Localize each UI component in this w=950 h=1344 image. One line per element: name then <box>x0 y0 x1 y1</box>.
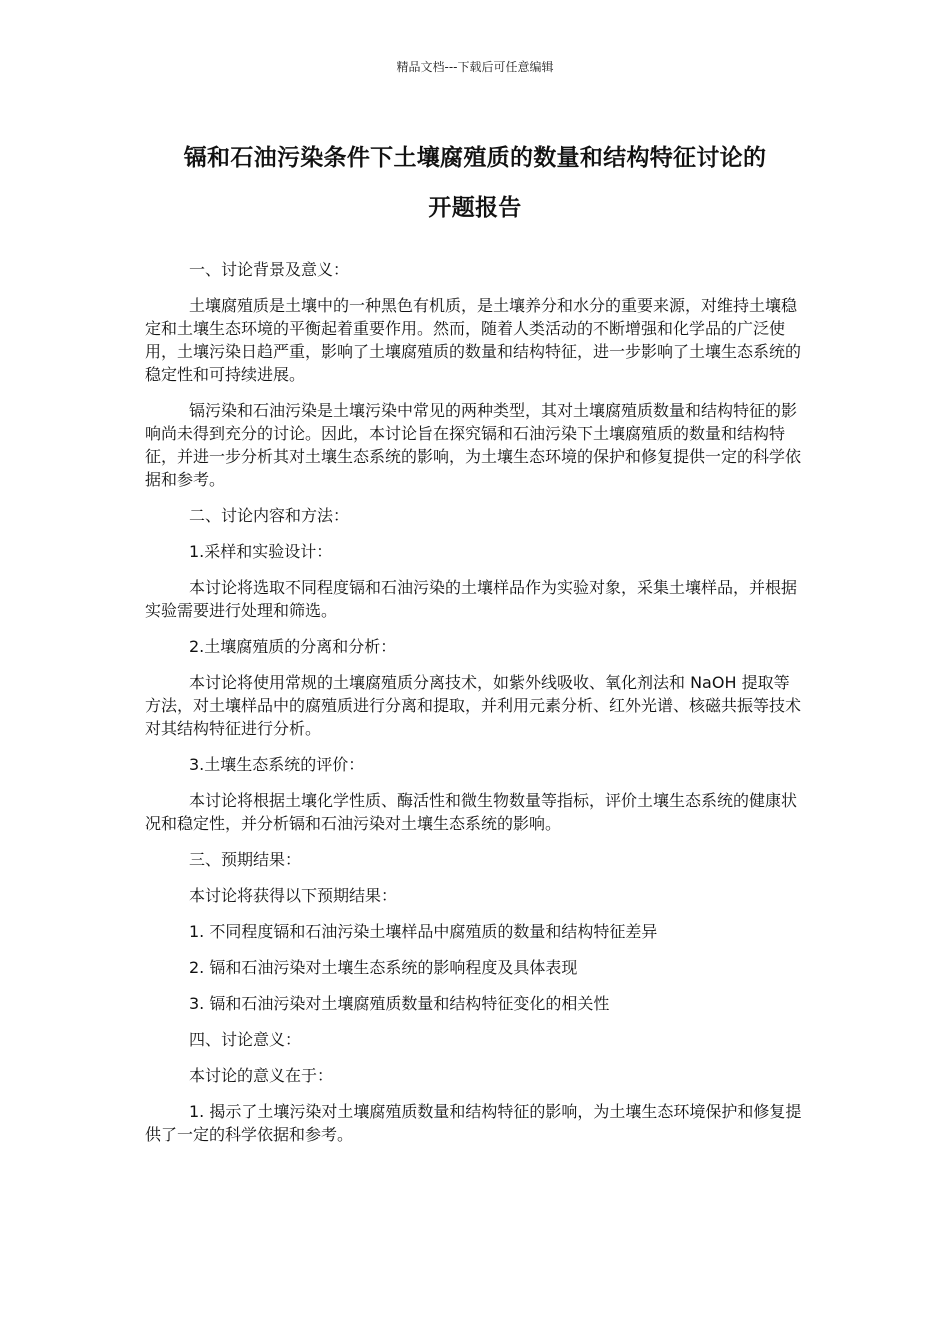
paragraph: 本讨论将选取不同程度镉和石油污染的土壤样品作为实验对象，采集土壤样品，并根据实验需要进行处理和筛选。 <box>145 578 798 620</box>
section-heading-significance: 四、讨论意义： <box>189 1030 302 1049</box>
paragraph: 镉污染和石油污染是土壤污染中常见的两种类型，其对土壤腐殖质数量和结构特征的影响尚未得到充分的讨论。因此，本讨论旨在探究镉和石油污染下土壤腐殖质的数量和结构特征，并进一步分析其对土壤生态系统的影响，为土壤生态环境的保护和修复提供一定的科学依据和参考。 <box>145 401 802 489</box>
section-heading-content-methods: 二、讨论内容和方法： <box>189 506 350 525</box>
paragraph: 土壤腐殖质是土壤中的一种黑色有机质，是土壤养分和水分的重要来源，对维持土壤稳定和土壤生态环境的平衡起着重要作用。然而，随着人类活动的不断增强和化学品的广泛使用，土壤污染日趋严重，影响了土壤腐殖质的数量和结构特征，进一步影响了土壤生态系统的稳定性和可持续进展。 <box>145 296 802 384</box>
list-item: 1. 不同程度镉和石油污染土壤样品中腐殖质的数量和结构特征差异 <box>189 922 658 941</box>
paragraph: 本讨论将根据土壤化学性质、酶活性和微生物数量等指标，评价土壤生态系统的健康状况和稳定性，并分析镉和石油污染对土壤生态系统的影响。 <box>145 791 798 833</box>
title-line-2: 开题报告 <box>428 195 522 221</box>
list-item: 2. 镉和石油污染对土壤生态系统的影响程度及具体表现 <box>189 958 578 977</box>
paragraph: 本讨论将使用常规的土壤腐殖质分离技术，如紫外线吸收、氧化剂法和 NaOH 提取等方法，对土壤样品中的腐殖质进行分离和提取，并利用元素分析、红外光谱、核磁共振等技术对其结构特征进行分析。 <box>145 673 802 738</box>
subheading-ecosystem-evaluation: 3.土壤生态系统的评价： <box>189 755 365 774</box>
document-body <box>145 258 805 1159</box>
section-heading-background: 一、讨论背景及意义： <box>189 260 350 279</box>
page-header: 精品文档---下载后可任意编辑 <box>396 60 554 74</box>
section-heading-expected-results: 三、预期结果： <box>189 850 302 869</box>
title-line-1: 镉和石油污染条件下土壤腐殖质的数量和结构特征讨论的 <box>183 145 767 171</box>
list-item: 1. 揭示了土壤污染对土壤腐殖质数量和结构特征的影响，为土壤生态环境保护和修复提供了一定的科学依据和参考。 <box>145 1102 802 1144</box>
subheading-separation-analysis: 2.土壤腐殖质的分离和分析： <box>189 637 397 656</box>
list-item: 3. 镉和石油污染对土壤腐殖质数量和结构特征变化的相关性 <box>189 994 610 1013</box>
subheading-sampling: 1.采样和实验设计： <box>189 542 333 561</box>
paragraph: 本讨论将获得以下预期结果： <box>189 886 398 905</box>
paragraph: 本讨论的意义在于： <box>189 1066 334 1085</box>
document-title <box>146 133 804 233</box>
